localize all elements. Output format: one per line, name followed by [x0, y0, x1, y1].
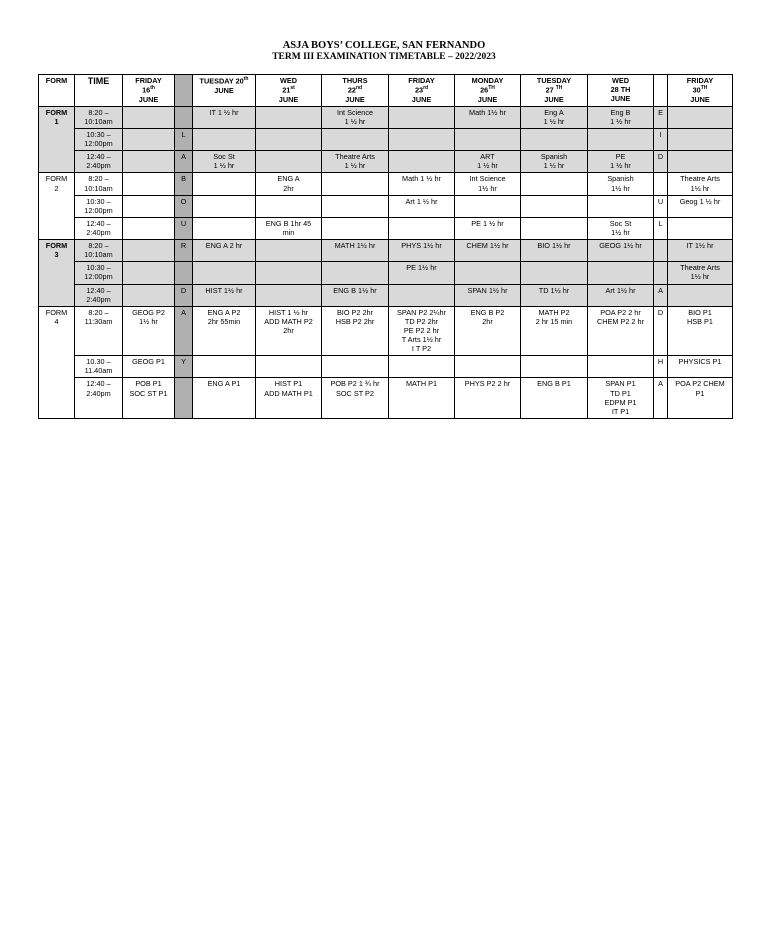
table-row [39, 106, 733, 128]
exam-cell [256, 240, 322, 262]
exam-cell: ENG A 2 hr [193, 240, 256, 262]
exam-cell: Spanish 1½ hr [588, 173, 654, 195]
break-letter: U [175, 217, 193, 239]
table-row [39, 378, 733, 418]
table-row [39, 151, 733, 173]
holiday-letter [654, 262, 668, 284]
time-slot: 12:40 – 2:40pm [75, 378, 123, 418]
exam-cell: POA P2 2 hr CHEM P2 2 hr [588, 306, 654, 356]
exam-cell: Theatre Arts 1 ½ hr [322, 151, 389, 173]
exam-cell: PHYS 1½ hr [389, 240, 455, 262]
exam-cell: SPAN P2 2¼hr TD P2 2hr PE P2 2 hr T Arts 1½ hr I T P2 [389, 306, 455, 356]
exam-cell [123, 284, 175, 306]
exam-cell [389, 217, 455, 239]
holiday-letter: I [654, 128, 668, 150]
break-letter: R [175, 240, 193, 262]
exam-cell: Eng A 1 ½ hr [521, 106, 588, 128]
break-column-header-2 [654, 75, 668, 107]
exam-cell: ART 1 ½ hr [455, 151, 521, 173]
document-title: ASJA BOYS’ COLLEGE, SAN FERNANDO [282, 40, 486, 51]
time-slot: 8:20 – 10:10am [75, 173, 123, 195]
table-row [39, 284, 733, 306]
exam-cell: ENG A 2hr [256, 173, 322, 195]
day-header-6: MONDAY 26TH JUNE [455, 75, 521, 107]
exam-cell: Int Science 1 ½ hr [322, 106, 389, 128]
time-slot: 10:30 – 12:00pm [75, 195, 123, 217]
day-header-9: FRIDAY 30TH JUNE [668, 75, 733, 107]
holiday-letter: A [654, 378, 668, 418]
time-slot: 8:20 – 10:10am [75, 106, 123, 128]
holiday-letter: A [654, 284, 668, 306]
exam-cell: ENG B 1½ hr [322, 284, 389, 306]
exam-cell [521, 356, 588, 378]
table-row [39, 217, 733, 239]
day-header-1: FRIDAY 16th JUNE [123, 75, 175, 107]
exam-cell [123, 217, 175, 239]
holiday-letter: L [654, 217, 668, 239]
exam-cell: PE 1½ hr [389, 262, 455, 284]
exam-cell [322, 195, 389, 217]
day-header-5: FRIDAY 23rd JUNE [389, 75, 455, 107]
exam-cell [389, 151, 455, 173]
time-header: TIME [75, 75, 123, 107]
exam-cell: BIO P2 2hr HSB P2 2hr [322, 306, 389, 356]
day-header-8: WED 28 TH JUNE [588, 75, 654, 107]
exam-cell: SPAN P1 TD P1 EDPM P1 IT P1 [588, 378, 654, 418]
exam-cell [668, 151, 733, 173]
exam-cell [521, 128, 588, 150]
exam-cell [588, 356, 654, 378]
exam-cell: HIST 1½ hr [193, 284, 256, 306]
holiday-letter: U [654, 195, 668, 217]
exam-cell: GEOG P2 1½ hr [123, 306, 175, 356]
exam-cell: TD 1½ hr [521, 284, 588, 306]
exam-cell: Math 1½ hr [455, 106, 521, 128]
time-slot: 10.30 – 11.40am [75, 356, 123, 378]
exam-cell [521, 195, 588, 217]
exam-cell [521, 262, 588, 284]
exam-cell: Soc St 1 ½ hr [193, 151, 256, 173]
exam-cell: ENG A P2 2hr 55min [193, 306, 256, 356]
exam-cell: ENG A P1 [193, 378, 256, 418]
exam-cell [668, 217, 733, 239]
exam-cell [193, 262, 256, 284]
exam-cell: MATH P2 2 hr 15 min [521, 306, 588, 356]
exam-cell: GEOG 1½ hr [588, 240, 654, 262]
break-letter: L [175, 128, 193, 150]
exam-cell: Spanish 1 ½ hr [521, 151, 588, 173]
break-letter: D [175, 284, 193, 306]
time-slot: 12:40 – 2:40pm [75, 284, 123, 306]
time-slot: 8:20 – 10:10am [75, 240, 123, 262]
exam-cell: MATH P1 [389, 378, 455, 418]
break-letter [175, 262, 193, 284]
day-header-4: THURS 22nd JUNE [322, 75, 389, 107]
exam-cell: BIO 1½ hr [521, 240, 588, 262]
exam-cell [455, 356, 521, 378]
exam-cell: POB P1 SOC ST P1 [123, 378, 175, 418]
table-row [39, 173, 733, 195]
exam-cell [193, 128, 256, 150]
exam-cell: Eng B 1 ½ hr [588, 106, 654, 128]
exam-cell [668, 106, 733, 128]
exam-cell [123, 240, 175, 262]
break-letter: Y [175, 356, 193, 378]
holiday-letter: E [654, 106, 668, 128]
exam-cell [123, 173, 175, 195]
time-slot: 12:40 – 2:40pm [75, 151, 123, 173]
table-row [39, 306, 733, 356]
exam-cell: Art 1 ½ hr [389, 195, 455, 217]
table-row [39, 356, 733, 378]
exam-cell [521, 217, 588, 239]
exam-cell: Int Science 1½ hr [455, 173, 521, 195]
exam-cell [322, 128, 389, 150]
exam-cell [389, 284, 455, 306]
exam-cell: ENG B P2 2hr [455, 306, 521, 356]
exam-cell: Math 1 ½ hr [389, 173, 455, 195]
exam-cell: Art 1½ hr [588, 284, 654, 306]
time-slot: 10:30 – 12:00pm [75, 262, 123, 284]
exam-cell [455, 128, 521, 150]
exam-cell: IT 1½ hr [668, 240, 733, 262]
exam-cell [193, 217, 256, 239]
exam-cell [256, 151, 322, 173]
table-row [39, 240, 733, 262]
exam-cell [322, 217, 389, 239]
exam-cell [123, 106, 175, 128]
header-row [39, 75, 733, 107]
break-letter: O [175, 195, 193, 217]
exam-cell [123, 151, 175, 173]
exam-cell: ENG B P1 [521, 378, 588, 418]
break-letter [175, 378, 193, 418]
exam-cell [256, 195, 322, 217]
exam-cell: PE 1 ½ hr [455, 217, 521, 239]
exam-cell [193, 356, 256, 378]
exam-cell: MATH 1½ hr [322, 240, 389, 262]
exam-cell [123, 262, 175, 284]
break-letter [175, 106, 193, 128]
exam-cell: Soc St 1½ hr [588, 217, 654, 239]
exam-cell: PHYSICS P1 [668, 356, 733, 378]
exam-timetable [38, 74, 733, 419]
exam-cell: CHEM 1½ hr [455, 240, 521, 262]
exam-cell: ENG B 1hr 45 min [256, 217, 322, 239]
time-slot: 12:40 – 2:40pm [75, 217, 123, 239]
form-header: FORM [39, 75, 75, 107]
exam-cell: SPAN 1½ hr [455, 284, 521, 306]
exam-cell [389, 356, 455, 378]
exam-cell [588, 262, 654, 284]
table-row [39, 195, 733, 217]
exam-cell [588, 195, 654, 217]
exam-cell [455, 195, 521, 217]
holiday-letter: H [654, 356, 668, 378]
time-slot: 8:20 – 11:30am [75, 306, 123, 356]
time-slot: 10:30 – 12:00pm [75, 128, 123, 150]
exam-cell [193, 195, 256, 217]
exam-cell [256, 262, 322, 284]
exam-cell [123, 128, 175, 150]
exam-cell [193, 173, 256, 195]
timetable-body [39, 106, 733, 418]
document-subtitle: TERM III EXAMINATION TIMETABLE – 2022/2023 [272, 52, 496, 62]
holiday-letter [654, 173, 668, 195]
exam-cell: Geog 1 ½ hr [668, 195, 733, 217]
exam-cell: HIST 1 ½ hr ADD MATH P2 2hr [256, 306, 322, 356]
exam-cell: IT 1 ½ hr [193, 106, 256, 128]
day-header-3: WED 21st JUNE [256, 75, 322, 107]
form-label: FORM 3 [39, 240, 75, 307]
exam-cell: Theatre Arts 1½ hr [668, 262, 733, 284]
holiday-letter: D [654, 151, 668, 173]
exam-cell [455, 262, 521, 284]
holiday-letter: D [654, 306, 668, 356]
exam-cell [668, 128, 733, 150]
exam-cell: POA P2 CHEM P1 [668, 378, 733, 418]
exam-cell: HIST P1 ADD MATH P1 [256, 378, 322, 418]
exam-cell [389, 106, 455, 128]
exam-cell [588, 128, 654, 150]
exam-cell: GEOG P1 [123, 356, 175, 378]
exam-cell: PE 1 ½ hr [588, 151, 654, 173]
break-letter: B [175, 173, 193, 195]
exam-cell: Theatre Arts 1½ hr [668, 173, 733, 195]
exam-cell [389, 128, 455, 150]
exam-cell [521, 173, 588, 195]
exam-cell [668, 284, 733, 306]
exam-cell: POB P2 1 ¾ hr SOC ST P2 [322, 378, 389, 418]
break-column-header [175, 75, 193, 107]
exam-cell [322, 173, 389, 195]
exam-cell [123, 195, 175, 217]
break-letter: A [175, 306, 193, 356]
break-letter: A [175, 151, 193, 173]
exam-cell: BIO P1 HSB P1 [668, 306, 733, 356]
day-header-7: TUESDAY 27 $^{TH}$ JUNE [521, 75, 588, 107]
exam-cell: PHYS P2 2 hr [455, 378, 521, 418]
holiday-letter [654, 240, 668, 262]
table-row [39, 262, 733, 284]
exam-cell [256, 106, 322, 128]
table-row [39, 128, 733, 150]
form-label: FORM 2 [39, 173, 75, 240]
exam-cell [322, 356, 389, 378]
form-label: FORM 4 [39, 306, 75, 418]
exam-cell [322, 262, 389, 284]
form-label: FORM 1 [39, 106, 75, 173]
exam-cell [256, 284, 322, 306]
day-header-2: TUESDAY 20th JUNE [193, 75, 256, 107]
exam-cell [256, 128, 322, 150]
exam-cell [256, 356, 322, 378]
